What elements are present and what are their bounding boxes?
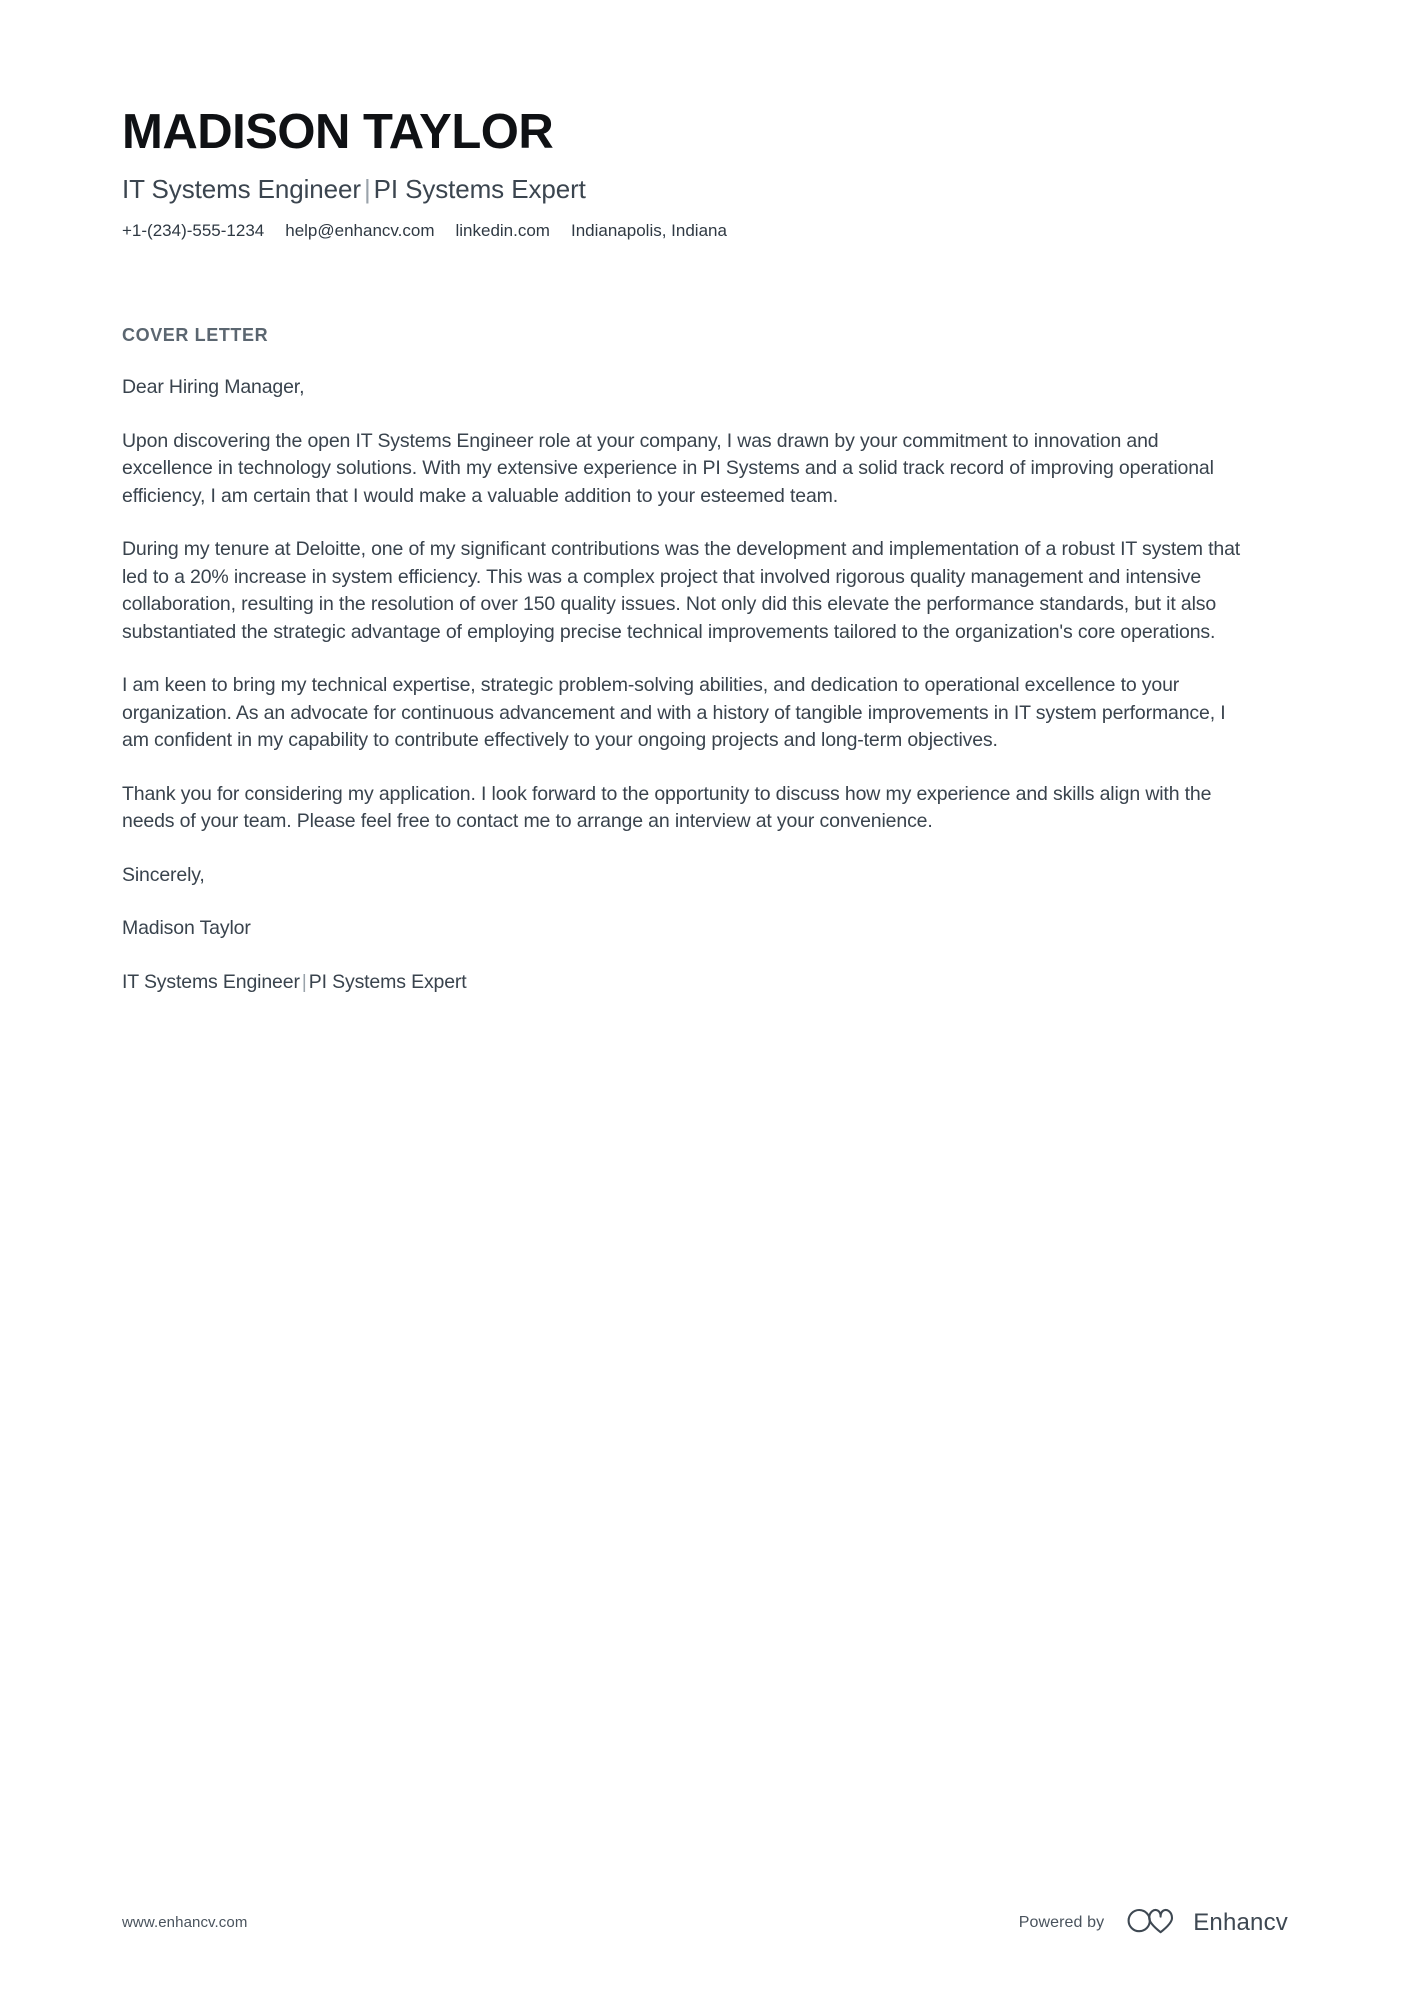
letter-paragraph-1: Upon discovering the open IT Systems Engineer role at your company, I was drawn by your commitment to innovation and excellence in technology solutions. With my extensive experience in PI Systems and a solid track record of improving operational efficiency, I am certain that I would make a valuable addition to your esteemed team. (122, 429, 1214, 507)
letter-closing: Sincerely, (122, 863, 205, 886)
letter-header (122, 0, 1247, 242)
footer-website-url[interactable]: www.enhancv.com (122, 1914, 248, 1931)
page-footer (0, 1877, 1410, 1995)
section-heading-cover-letter: COVER LETTER (122, 325, 269, 345)
enhancv-brand-name: Enhancv (1193, 1908, 1288, 1936)
signature-title-primary: IT Systems Engineer (122, 970, 300, 993)
footer-branding (1019, 1905, 1288, 1940)
page-content (122, 0, 1247, 996)
enhancv-infinity-heart-logo-icon (1126, 1905, 1180, 1940)
candidate-title-secondary: PI Systems Expert (373, 174, 586, 204)
footer-inner (122, 1905, 1288, 1940)
letter-signature-title (122, 969, 1247, 997)
cover-letter-section (122, 324, 1247, 996)
enhancv-brand[interactable] (1126, 1905, 1288, 1940)
letter-body (122, 374, 1247, 996)
letter-paragraph-2: During my tenure at Deloitte, one of my significant contributions was the development and implementation of a robust IT system that led to a 20% increase in system efficiency. This was a complex project that involved rigorous quality management and intensive collaboration, resulting in the resolution of over 150 quality issues. Not only did this elevate the performance standards, but it also substantiated the strategic advantage of employing precise technical improvements tailored to the organization's core operations. (122, 538, 1241, 643)
title-divider-icon: | (363, 174, 371, 204)
signature-title-divider-icon: | (301, 970, 307, 993)
contact-phone: +1-(234)-555-1234 (122, 221, 265, 240)
signature-title-secondary: PI Systems Expert (308, 970, 467, 993)
contact-email[interactable]: help@enhancv.com (285, 221, 435, 240)
contact-details (122, 220, 1247, 242)
letter-signature-name: Madison Taylor (122, 917, 251, 939)
candidate-title (122, 172, 1247, 206)
candidate-name: MADISON TAYLOR (122, 105, 554, 159)
letter-salutation: Dear Hiring Manager, (122, 376, 305, 398)
powered-by-label: Powered by (1018, 1913, 1105, 1931)
contact-location: Indianapolis, Indiana (570, 221, 727, 240)
letter-paragraph-4: Thank you for considering my application. I look forward to the opportunity to discuss how my experience and skills align with the needs of your team. Please feel free to contact me to arrange an interview at your convenience. (122, 782, 1212, 832)
contact-linkedin[interactable]: linkedin.com (455, 221, 550, 240)
candidate-title-primary: IT Systems Engineer (122, 174, 361, 204)
letter-paragraph-3: I am keen to bring my technical expertise, strategic problem-solving abilities, and dedication to operational excellence to your organization. As an advocate for continuous advancement and with a history of tangible improvements in IT system performance, I am confident in my capability to contribute effectively to your ongoing projects and long-term objectives. (122, 674, 1226, 751)
